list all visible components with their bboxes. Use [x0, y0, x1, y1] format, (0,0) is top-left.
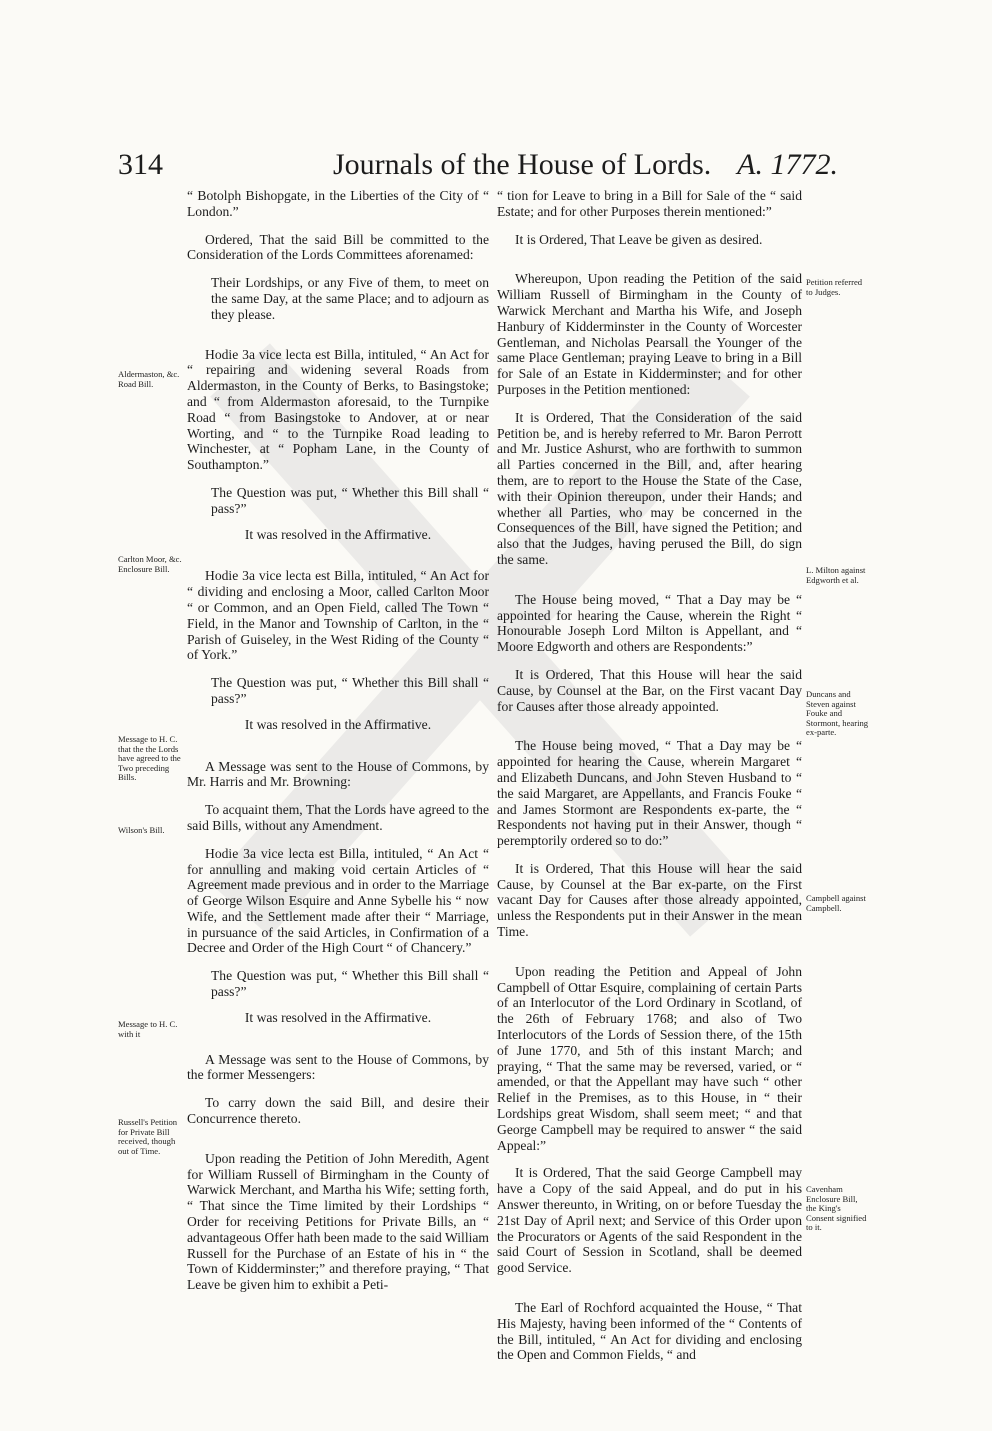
right-paragraph: The House being moved, “ That a Day may be “ appointed for hearing the Cause, wherein the Right “ Honourable Joseph Lord Milton is Appellant, and “ Moore Edgworth and others are Respondents:” — [497, 591, 802, 655]
right-paragraph: It is Ordered, That this House will hear the said Cause, by Counsel at the Bar, on the First vacant Day for Causes after those already appointed. — [497, 666, 802, 714]
left-paragraph: Hodie 3a vice lecta est Billa, intituled, “ An Act “ for annulling and making void certain Articles of “ Agreement made previous and in order to the Marriage of George Wilson Esquire and Anne Sybelle his “ now Wife, and the Settlement made after their “ Marriage, in pursuance of the said Articles, in Confirmation of a Decree and Order of the High Court “ of Chancery.” — [187, 845, 489, 956]
left-paragraph: A Message was sent to the House of Commons, by the former Messengers: — [187, 1051, 489, 1083]
right-paragraph: It is Ordered, That the said George Campbell may have a Copy of the said Appeal, and do put in his Answer thereunto, in Writing, on or before Tuesday the 21st Day of April next; and Service of this Order upon the Procurators or Agents of the said Respondent in the said Court of Session in Scotland, shall be deemed good Service. — [497, 1165, 802, 1276]
left-paragraph: It was resolved in the Affirmative. — [244, 526, 432, 542]
left-paragraph: It was resolved in the Affirmative. — [244, 716, 432, 732]
margin-note-right: Duncans and Steven against Fouke and Stormont, hearing ex-parte. — [806, 689, 869, 738]
page-title: Journals of the House of Lords. — [333, 148, 712, 181]
page-year: A. 1772. — [737, 148, 838, 181]
margin-note-right: Petition referred to Judges. — [806, 277, 863, 297]
margin-note-left: Carlton Moor, &c. Enclosure Bill. — [118, 554, 182, 574]
left-paragraph: It was resolved in the Affirmative. — [244, 1009, 432, 1025]
right-paragraph: It is Ordered, That this House will hear the said Cause, by Counsel at the Bar ex-parte, on the First vacant Day for Causes after those already appointed, unless the Respondents put in their Answer in the mean Time. — [497, 860, 802, 940]
right-paragraph: It is Ordered, That Leave be given as desired. — [515, 231, 763, 247]
right-paragraph: Whereupon, Upon reading the Petition of the said William Russell of Birmingham in the County of Warwick Merchant and Martha his Wife, and Joseph Hanbury of Kidderminster in the County of Worcester Gentleman, and Nicholas Pearsall the Younger of the same Place Gentleman; praying Leave to bring in a Bill for Sale of an Estate in Kidderminster; and for other Purposes in the Petition mentioned: — [497, 271, 802, 397]
margin-note-right: L. Milton against Edgworth et al. — [806, 565, 866, 585]
page-number: 314 — [118, 148, 163, 181]
margin-note-left: Message to H. C. that the the Lords have agreed to the Two preceding Bills. — [118, 734, 181, 783]
page-header — [118, 148, 838, 188]
left-paragraph: To acquaint them, That the Lords have agreed to the said Bills, without any Amendment. — [187, 802, 489, 833]
left-paragraph: The Question was put, “ Whether this Bill shall “ pass?” — [211, 968, 489, 1000]
margin-note-left: Aldermaston, &c. Road Bill. — [118, 369, 180, 389]
left-paragraph: A Message was sent to the House of Commons, by Mr. Harris and Mr. Browning: — [187, 758, 489, 790]
left-paragraph: “ Botolph Bishopgate, in the Liberties of the City of “ London.” — [187, 188, 489, 219]
margin-note-right: Campbell against Campbell. — [806, 893, 866, 913]
margin-note-left: Message to H. C. with it — [118, 1019, 178, 1039]
left-paragraph: Upon reading the Petition of John Meredith, Agent for William Russell of Birmingham in the County of Warwick Merchant, and Martha his Wife; setting forth, “ That since the Time limited by their Lordships “ Order for receiving Petitions for Private Bills, an “ advantageous Offer hath been made to the said William Russell for the Purchase of an Estate of his in “ the Town of Kidderminster;” and therefore praying, “ That Leave be given him to exhibit a Peti- — [187, 1150, 489, 1293]
right-paragraph: The Earl of Rochford acquainted the House, “ That His Majesty, having been informed of the “ Contents of the Bill, intituled, “ An Act for dividing and enclosing the Open and Common Fields, “ and — [497, 1300, 802, 1363]
left-paragraph: The Question was put, “ Whether this Bill shall “ pass?” — [211, 484, 489, 516]
margin-note-right: Cavenham Enclosure Bill, the King's Consent signified to it. — [806, 1184, 867, 1233]
right-column — [497, 188, 802, 1375]
right-paragraph: Upon reading the Petition and Appeal of John Campbell of Ottar Esquire, complaining of certain Parts of an Interlocutor of the Lord Ordinary in Scotland, of the 26th of February 1768; and also of Two Interlocutors of the Lords of Session there, of the 15th of June 1770, and 5th of this instant March; and praying, “ That the same may be reversed, varied, or “ amended, or that the Appellant may have such “ other Relief in the Premises, as to this House, in “ their Lordships great Wisdom, shall seem meet; “ and that George Campbell may be required to answer “ the said Appeal:” — [497, 963, 802, 1153]
right-paragraph: “ tion for Leave to bring in a Bill for Sale of the “ said Estate; and for other Purposes therein mentioned:” — [497, 188, 802, 219]
left-paragraph: Hodie 3a vice lecta est Billa, intituled, “ An Act for “ repairing and widening several Roads from Aldermaston, in the County of Berks, to Basingstoke; and “ from Aldermaston aforesaid, to the Turnpike Road “ from Basingstoke to Andover, at or near Worting, and “ to the Turnpike Road leading to Winchester, at “ Popham Lane, in the County of Southampton.” — [187, 346, 489, 473]
left-paragraph: To carry down the said Bill, and desire their Concurrence thereto. — [187, 1095, 489, 1127]
left-paragraph: Ordered, That the said Bill be committed to the Consideration of the Lords Committees aforenamed: — [187, 231, 489, 263]
margin-note-left: Russell's Petition for Private Bill received, though out of Time. — [118, 1117, 178, 1156]
margin-note-left: Wilson's Bill. — [118, 825, 165, 835]
right-paragraph: The House being moved, “ That a Day may be “ appointed for hearing the Cause, wherein Margaret “ and Elizabeth Duncans, and John Steven Husband to “ the said Margaret, are Appellants, and Francis Fouke “ and James Stormont are Respondents ex-parte, the “ Respondents not having put in their Answer, though “ peremptorily ordered so to do:” — [497, 738, 802, 849]
left-paragraph: Their Lordships, or any Five of them, to meet on the same Day, at the same Place; and to adjourn as they please. — [211, 275, 489, 322]
right-paragraph: It is Ordered, That the Consideration of the said Petition be, and is hereby referred to Mr. Baron Perrott and Mr. Justice Ashurst, who are forthwith to summon all Parties concerned in the Bill, and, after hearing them, are to report to the House the State of the Case, with their Opinion thereupon, under their Hands; and whether all Parties, who may be concerned in the Consequences of the Bill, have signed the Petition; and also that the Judges, having perused the Bill, do sign the same. — [497, 409, 802, 567]
left-paragraph: Hodie 3a vice lecta est Billa, intituled, “ An Act for “ dividing and enclosing a Moor, called Carlton Moor “ or Common, and an Open Field, called The Town “ Field, in the Manor and Township of Carlton, in the “ Parish of Guiseley, in the West Riding of the County “ of York.” — [187, 568, 489, 663]
left-column — [187, 188, 489, 1305]
left-paragraph: The Question was put, “ Whether this Bill shall “ pass?” — [211, 675, 489, 706]
